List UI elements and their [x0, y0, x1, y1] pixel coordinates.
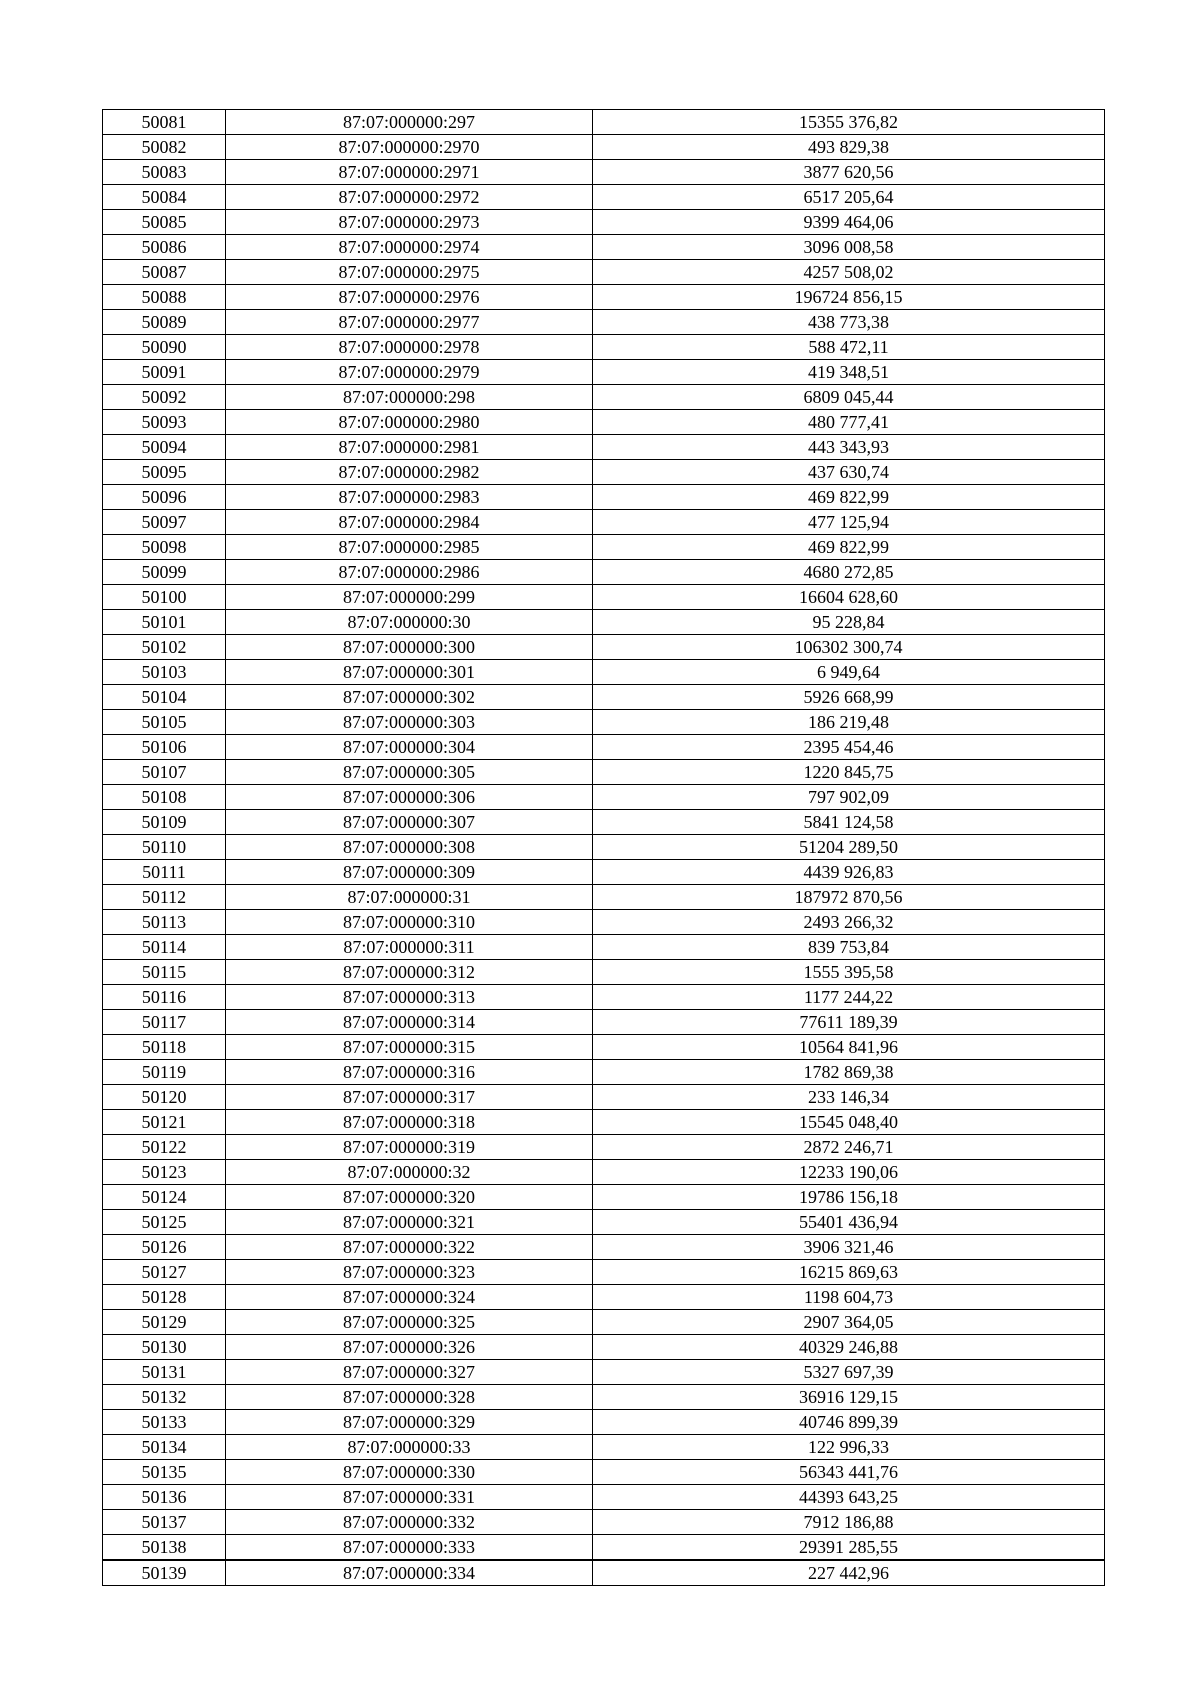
cadastral-number-cell: 87:07:000000:2971	[226, 160, 593, 185]
value-cell: 40329 246,88	[593, 1335, 1105, 1360]
value-cell: 469 822,99	[593, 485, 1105, 510]
value-cell: 186 219,48	[593, 710, 1105, 735]
cadastral-number-cell: 87:07:000000:315	[226, 1035, 593, 1060]
value-cell: 797 902,09	[593, 785, 1105, 810]
row-number-cell: 50130	[103, 1335, 226, 1360]
cadastral-number-cell: 87:07:000000:2983	[226, 485, 593, 510]
value-cell: 438 773,38	[593, 310, 1105, 335]
row-number-cell: 50123	[103, 1160, 226, 1185]
cadastral-number-cell: 87:07:000000:312	[226, 960, 593, 985]
table-row	[103, 960, 1105, 985]
cadastral-number-cell: 87:07:000000:299	[226, 585, 593, 610]
value-cell: 443 343,93	[593, 435, 1105, 460]
cadastral-number-cell: 87:07:000000:2985	[226, 535, 593, 560]
cadastral-number-cell: 87:07:000000:2978	[226, 335, 593, 360]
table-row	[103, 535, 1105, 560]
table-row	[103, 835, 1105, 860]
cadastral-number-cell: 87:07:000000:318	[226, 1110, 593, 1135]
row-number-cell: 50091	[103, 360, 226, 385]
value-cell: 19786 156,18	[593, 1185, 1105, 1210]
row-number-cell: 50088	[103, 285, 226, 310]
table-row	[103, 1160, 1105, 1185]
row-number-cell: 50129	[103, 1310, 226, 1335]
table-row	[103, 560, 1105, 585]
row-number-cell: 50102	[103, 635, 226, 660]
cadastral-number-cell: 87:07:000000:330	[226, 1460, 593, 1485]
value-cell: 5926 668,99	[593, 685, 1105, 710]
table-row	[103, 1110, 1105, 1135]
table-row	[103, 1460, 1105, 1485]
table-row	[103, 760, 1105, 785]
row-number-cell: 50136	[103, 1485, 226, 1510]
table-row	[103, 510, 1105, 535]
value-cell: 55401 436,94	[593, 1210, 1105, 1235]
cadastral-number-cell: 87:07:000000:298	[226, 385, 593, 410]
value-cell: 2907 364,05	[593, 1310, 1105, 1335]
table-row	[103, 385, 1105, 410]
table-row	[103, 1385, 1105, 1410]
value-cell: 4439 926,83	[593, 860, 1105, 885]
cadastral-number-cell: 87:07:000000:2974	[226, 235, 593, 260]
table-row	[103, 1235, 1105, 1260]
cadastral-number-cell: 87:07:000000:321	[226, 1210, 593, 1235]
table-row	[103, 885, 1105, 910]
value-cell: 480 777,41	[593, 410, 1105, 435]
value-cell: 4680 272,85	[593, 560, 1105, 585]
cadastral-number-cell: 87:07:000000:328	[226, 1385, 593, 1410]
value-cell: 7912 186,88	[593, 1510, 1105, 1535]
table-row	[103, 610, 1105, 635]
cadastral-number-cell: 87:07:000000:33	[226, 1435, 593, 1460]
cadastral-number-cell: 87:07:000000:2972	[226, 185, 593, 210]
value-cell: 40746 899,39	[593, 1410, 1105, 1435]
row-number-cell: 50116	[103, 985, 226, 1010]
cadastral-number-cell: 87:07:000000:2986	[226, 560, 593, 585]
table-row	[103, 135, 1105, 160]
cadastral-number-cell: 87:07:000000:322	[226, 1235, 593, 1260]
table-row	[103, 1535, 1105, 1561]
table-body	[103, 110, 1105, 1586]
value-cell: 1555 395,58	[593, 960, 1105, 985]
row-number-cell: 50087	[103, 260, 226, 285]
row-number-cell: 50112	[103, 885, 226, 910]
row-number-cell: 50137	[103, 1510, 226, 1535]
cadastral-number-cell: 87:07:000000:313	[226, 985, 593, 1010]
value-cell: 10564 841,96	[593, 1035, 1105, 1060]
row-number-cell: 50095	[103, 460, 226, 485]
table-row	[103, 1135, 1105, 1160]
value-cell: 106302 300,74	[593, 635, 1105, 660]
table-row	[103, 285, 1105, 310]
row-number-cell: 50085	[103, 210, 226, 235]
table-row	[103, 635, 1105, 660]
value-cell: 95 228,84	[593, 610, 1105, 635]
row-number-cell: 50138	[103, 1535, 226, 1561]
cadastral-number-cell: 87:07:000000:2970	[226, 135, 593, 160]
cadastral-number-cell: 87:07:000000:300	[226, 635, 593, 660]
row-number-cell: 50114	[103, 935, 226, 960]
value-cell: 6 949,64	[593, 660, 1105, 685]
cadastral-number-cell: 87:07:000000:2980	[226, 410, 593, 435]
table-row	[103, 710, 1105, 735]
table-row	[103, 160, 1105, 185]
value-cell: 227 442,96	[593, 1560, 1105, 1586]
table-row	[103, 860, 1105, 885]
cadastral-number-cell: 87:07:000000:310	[226, 910, 593, 935]
table-row	[103, 1060, 1105, 1085]
table-row	[103, 585, 1105, 610]
cadastral-number-cell: 87:07:000000:332	[226, 1510, 593, 1535]
row-number-cell: 50084	[103, 185, 226, 210]
cadastral-number-cell: 87:07:000000:303	[226, 710, 593, 735]
table-row	[103, 1410, 1105, 1435]
value-cell: 51204 289,50	[593, 835, 1105, 860]
table-row	[103, 685, 1105, 710]
value-cell: 12233 190,06	[593, 1160, 1105, 1185]
row-number-cell: 50126	[103, 1235, 226, 1260]
cadastral-number-cell: 87:07:000000:308	[226, 835, 593, 860]
row-number-cell: 50113	[103, 910, 226, 935]
value-cell: 3877 620,56	[593, 160, 1105, 185]
row-number-cell: 50119	[103, 1060, 226, 1085]
cadastral-number-cell: 87:07:000000:304	[226, 735, 593, 760]
cadastral-number-cell: 87:07:000000:2984	[226, 510, 593, 535]
table-row	[103, 1010, 1105, 1035]
row-number-cell: 50086	[103, 235, 226, 260]
row-number-cell: 50093	[103, 410, 226, 435]
value-cell: 4257 508,02	[593, 260, 1105, 285]
row-number-cell: 50135	[103, 1460, 226, 1485]
row-number-cell: 50090	[103, 335, 226, 360]
table-row	[103, 1085, 1105, 1110]
row-number-cell: 50097	[103, 510, 226, 535]
cadastral-number-cell: 87:07:000000:306	[226, 785, 593, 810]
value-cell: 29391 285,55	[593, 1535, 1105, 1561]
table-row	[103, 310, 1105, 335]
value-cell: 77611 189,39	[593, 1010, 1105, 1035]
row-number-cell: 50101	[103, 610, 226, 635]
table-row	[103, 810, 1105, 835]
row-number-cell: 50082	[103, 135, 226, 160]
row-number-cell: 50083	[103, 160, 226, 185]
table-row	[103, 1335, 1105, 1360]
cadastral-number-cell: 87:07:000000:333	[226, 1535, 593, 1561]
row-number-cell: 50108	[103, 785, 226, 810]
value-cell: 16604 628,60	[593, 585, 1105, 610]
table-row	[103, 1435, 1105, 1460]
table-row	[103, 185, 1105, 210]
cadastral-number-cell: 87:07:000000:314	[226, 1010, 593, 1035]
cadastral-number-cell: 87:07:000000:2981	[226, 435, 593, 460]
table-row	[103, 735, 1105, 760]
row-number-cell: 50096	[103, 485, 226, 510]
cadastral-number-cell: 87:07:000000:320	[226, 1185, 593, 1210]
row-number-cell: 50128	[103, 1285, 226, 1310]
cadastral-number-cell: 87:07:000000:2975	[226, 260, 593, 285]
value-cell: 6809 045,44	[593, 385, 1105, 410]
row-number-cell: 50133	[103, 1410, 226, 1435]
row-number-cell: 50121	[103, 1110, 226, 1135]
table-row	[103, 485, 1105, 510]
cadastral-number-cell: 87:07:000000:331	[226, 1485, 593, 1510]
cadastral-number-cell: 87:07:000000:329	[226, 1410, 593, 1435]
row-number-cell: 50120	[103, 1085, 226, 1110]
table-row	[103, 1210, 1105, 1235]
row-number-cell: 50115	[103, 960, 226, 985]
cadastral-number-cell: 87:07:000000:301	[226, 660, 593, 685]
row-number-cell: 50125	[103, 1210, 226, 1235]
table-row	[103, 210, 1105, 235]
row-number-cell: 50122	[103, 1135, 226, 1160]
cadastral-number-cell: 87:07:000000:32	[226, 1160, 593, 1185]
table-row	[103, 1285, 1105, 1310]
table-row	[103, 335, 1105, 360]
value-cell: 469 822,99	[593, 535, 1105, 560]
row-number-cell: 50105	[103, 710, 226, 735]
cadastral-number-cell: 87:07:000000:323	[226, 1260, 593, 1285]
row-number-cell: 50110	[103, 835, 226, 860]
table-row	[103, 1310, 1105, 1335]
table-row	[103, 1035, 1105, 1060]
row-number-cell: 50103	[103, 660, 226, 685]
cadastral-number-cell: 87:07:000000:305	[226, 760, 593, 785]
row-number-cell: 50098	[103, 535, 226, 560]
table-row	[103, 1360, 1105, 1385]
value-cell: 187972 870,56	[593, 885, 1105, 910]
value-cell: 1177 244,22	[593, 985, 1105, 1010]
cadastral-number-cell: 87:07:000000:319	[226, 1135, 593, 1160]
row-number-cell: 50124	[103, 1185, 226, 1210]
value-cell: 122 996,33	[593, 1435, 1105, 1460]
value-cell: 2872 246,71	[593, 1135, 1105, 1160]
value-cell: 1782 869,38	[593, 1060, 1105, 1085]
row-number-cell: 50104	[103, 685, 226, 710]
row-number-cell: 50109	[103, 810, 226, 835]
cadastral-number-cell: 87:07:000000:302	[226, 685, 593, 710]
cadastral-number-cell: 87:07:000000:327	[226, 1360, 593, 1385]
cadastral-number-cell: 87:07:000000:326	[226, 1335, 593, 1360]
row-number-cell: 50127	[103, 1260, 226, 1285]
value-cell: 233 146,34	[593, 1085, 1105, 1110]
value-cell: 839 753,84	[593, 935, 1105, 960]
value-cell: 1220 845,75	[593, 760, 1105, 785]
table-row	[103, 360, 1105, 385]
value-cell: 493 829,38	[593, 135, 1105, 160]
cadastral-number-cell: 87:07:000000:309	[226, 860, 593, 885]
table-row	[103, 785, 1105, 810]
row-number-cell: 50117	[103, 1010, 226, 1035]
table-row	[103, 935, 1105, 960]
value-cell: 196724 856,15	[593, 285, 1105, 310]
row-number-cell: 50118	[103, 1035, 226, 1060]
table-row	[103, 1510, 1105, 1535]
table-row	[103, 460, 1105, 485]
cadastral-number-cell: 87:07:000000:297	[226, 110, 593, 135]
cadastral-number-cell: 87:07:000000:307	[226, 810, 593, 835]
value-cell: 9399 464,06	[593, 210, 1105, 235]
cadastral-number-cell: 87:07:000000:30	[226, 610, 593, 635]
cadastral-number-cell: 87:07:000000:317	[226, 1085, 593, 1110]
cadastral-number-cell: 87:07:000000:2973	[226, 210, 593, 235]
table-row	[103, 235, 1105, 260]
row-number-cell: 50131	[103, 1360, 226, 1385]
row-number-cell: 50094	[103, 435, 226, 460]
row-number-cell: 50089	[103, 310, 226, 335]
row-number-cell: 50134	[103, 1435, 226, 1460]
value-cell: 1198 604,73	[593, 1285, 1105, 1310]
row-number-cell: 50092	[103, 385, 226, 410]
value-cell: 15545 048,40	[593, 1110, 1105, 1135]
table-row	[103, 1185, 1105, 1210]
cadastral-number-cell: 87:07:000000:334	[226, 1560, 593, 1586]
value-cell: 5327 697,39	[593, 1360, 1105, 1385]
table-row	[103, 410, 1105, 435]
value-cell: 16215 869,63	[593, 1260, 1105, 1285]
value-cell: 477 125,94	[593, 510, 1105, 535]
value-cell: 588 472,11	[593, 335, 1105, 360]
cadastral-number-cell: 87:07:000000:31	[226, 885, 593, 910]
table-row	[103, 1260, 1105, 1285]
row-number-cell: 50099	[103, 560, 226, 585]
value-cell: 5841 124,58	[593, 810, 1105, 835]
row-number-cell: 50081	[103, 110, 226, 135]
cadastral-number-cell: 87:07:000000:325	[226, 1310, 593, 1335]
table-row	[103, 660, 1105, 685]
value-cell: 3906 321,46	[593, 1235, 1105, 1260]
value-cell: 419 348,51	[593, 360, 1105, 385]
cadastral-number-cell: 87:07:000000:2982	[226, 460, 593, 485]
value-cell: 15355 376,82	[593, 110, 1105, 135]
table-row	[103, 110, 1105, 135]
table-row	[103, 910, 1105, 935]
cadastral-number-cell: 87:07:000000:2977	[226, 310, 593, 335]
table-row	[103, 1485, 1105, 1510]
cadastral-number-cell: 87:07:000000:316	[226, 1060, 593, 1085]
table-row	[103, 985, 1105, 1010]
cadastral-number-cell: 87:07:000000:324	[226, 1285, 593, 1310]
cadastral-number-cell: 87:07:000000:311	[226, 935, 593, 960]
row-number-cell: 50100	[103, 585, 226, 610]
row-number-cell: 50139	[103, 1560, 226, 1586]
value-cell: 44393 643,25	[593, 1485, 1105, 1510]
cadastral-number-cell: 87:07:000000:2976	[226, 285, 593, 310]
row-number-cell: 50132	[103, 1385, 226, 1410]
value-cell: 36916 129,15	[593, 1385, 1105, 1410]
value-cell: 2493 266,32	[593, 910, 1105, 935]
value-cell: 6517 205,64	[593, 185, 1105, 210]
row-number-cell: 50107	[103, 760, 226, 785]
cadastral-number-cell: 87:07:000000:2979	[226, 360, 593, 385]
cadastral-value-table	[102, 109, 1105, 1586]
value-cell: 3096 008,58	[593, 235, 1105, 260]
value-cell: 2395 454,46	[593, 735, 1105, 760]
table-row	[103, 435, 1105, 460]
value-cell: 56343 441,76	[593, 1460, 1105, 1485]
table-row	[103, 1560, 1105, 1586]
row-number-cell: 50111	[103, 860, 226, 885]
row-number-cell: 50106	[103, 735, 226, 760]
value-cell: 437 630,74	[593, 460, 1105, 485]
table-row	[103, 260, 1105, 285]
